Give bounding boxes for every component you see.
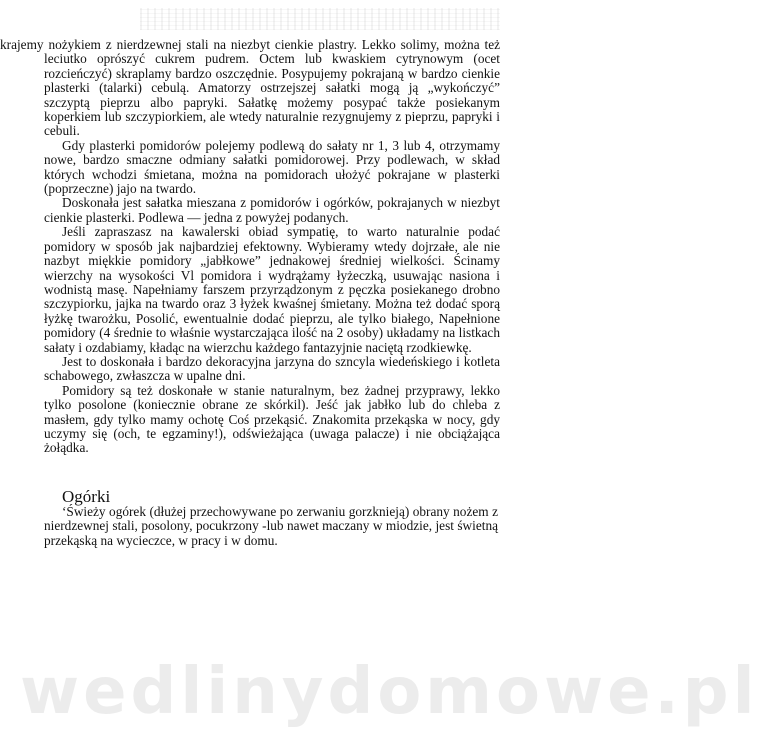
paragraph-stuffed-tomatoes: Jeśli zapraszasz na kawalerski obiad sympatię, to warto naturalnie podać pomidory w sposób jak najbardziej efektowny. Wybieramy wtedy dojrzałe, ale nie nazbyt miękkie pomidory „jabłkowe” jednakowej średniej wielkości. Ścinamy wierzchy na wysokości Vl pomidora i wydrążamy łyżeczką, usuwając nasiona i wodnistą masę. Napełniamy farszem przyrządzonym z pęczka posiekanego drobno szczypiorku, jajka na twardo oraz 3 łyżek kwaśnej śmietany. Można też dodać sporą łyżkę twarożku, Posolić, ewentualnie dodać pieprzu, ale tylko białego, Napełnione pomidory (4 średnie to właśnie wystarczająca ilość na 2 osoby) układamy na listkach sałaty i ozdabiamy, kładąc na wierzchu każdego fantazyjnie naciętą rzodkiewkę. xyxy=(44,224,500,355)
section-body-ogorki xyxy=(44,505,498,548)
paragraph-salad-prep: krajemy nożykiem z nierdzewnej stali na niezbyt cienkie plastry. Lekko solimy, można też leciutko oprószyć cukrem pudrem. Octem lub kwaskiem cytrynowym (ocet rozcieńczyć) skraplamy bardzo oszczędnie. Posypujemy pokrajaną w bardzo cienkie plasterki (talarki) cebulą. Amatorzy ostrzejszej sałatki mogą ją „wykończyć” szczyptą pieprzu albo papryki. Sałatkę możemy posypać także posiekanym koperkiem lub szczypiorkiem, ale wtedy naturalnie rezygnujemy z pieprzu, papryki i cebuli. xyxy=(0,37,500,139)
paragraph-natural-tomatoes: Pomidory są też doskonałe w stanie naturalnym, bez żadnej przyprawy, lekko tylko posolone (koniecznie obrane ze skórkil). Jeść jak jabłko lub do chleba z masłem, gdy tylko mamy ochotę Coś przekąsić. Znakomita przekąska w nocy, gdy uczymy się (och, te egzaminy!), odświeżająca (uwaga palacze) i nie obciążająca żołądka. xyxy=(44,382,500,456)
paragraph-cucumber: ‘Świeży ogórek (dłużej przechowywane po zerwaniu gorzknieją) obrany nożem z nierdzewnej stali, posolony, pocukrzony -lub nawet maczany w miodzie, jest świetną przekąską na wycieczce, w pracy i w domu. xyxy=(44,504,498,548)
paragraph-dressing-variants: Gdy plasterki pomidorów polejemy podlewą do sałaty nr 1, 3 lub 4, otrzymamy nowe, bardzo smaczne odmiany sałatki pomidorowej. Przy podlewach, w skład których wchodzi śmietana, można na pomidorach ułożyć pokrajane w plasterki (poprzeczne) jajo na twardo. xyxy=(44,137,500,197)
recipe-text xyxy=(0,38,500,456)
scan-artifact xyxy=(140,8,500,30)
section-heading-ogorki: Ogórki xyxy=(62,487,111,506)
site-watermark: wedlinydomowe.pl xyxy=(20,655,759,729)
paragraph-mixed-salad: Doskonała jest sałatka mieszana z pomidorów i ogórków, pokrajanych w niezbyt cienkie plasterki. Podlewa — jedna z powyżej podanych. xyxy=(44,195,500,225)
paragraph-side-dish: Jest to doskonała i bardzo dekoracyjna jarzyna do szncyla wiedeńskiego i kotleta schabowego, zwłaszcza w upalne dni. xyxy=(44,353,500,384)
